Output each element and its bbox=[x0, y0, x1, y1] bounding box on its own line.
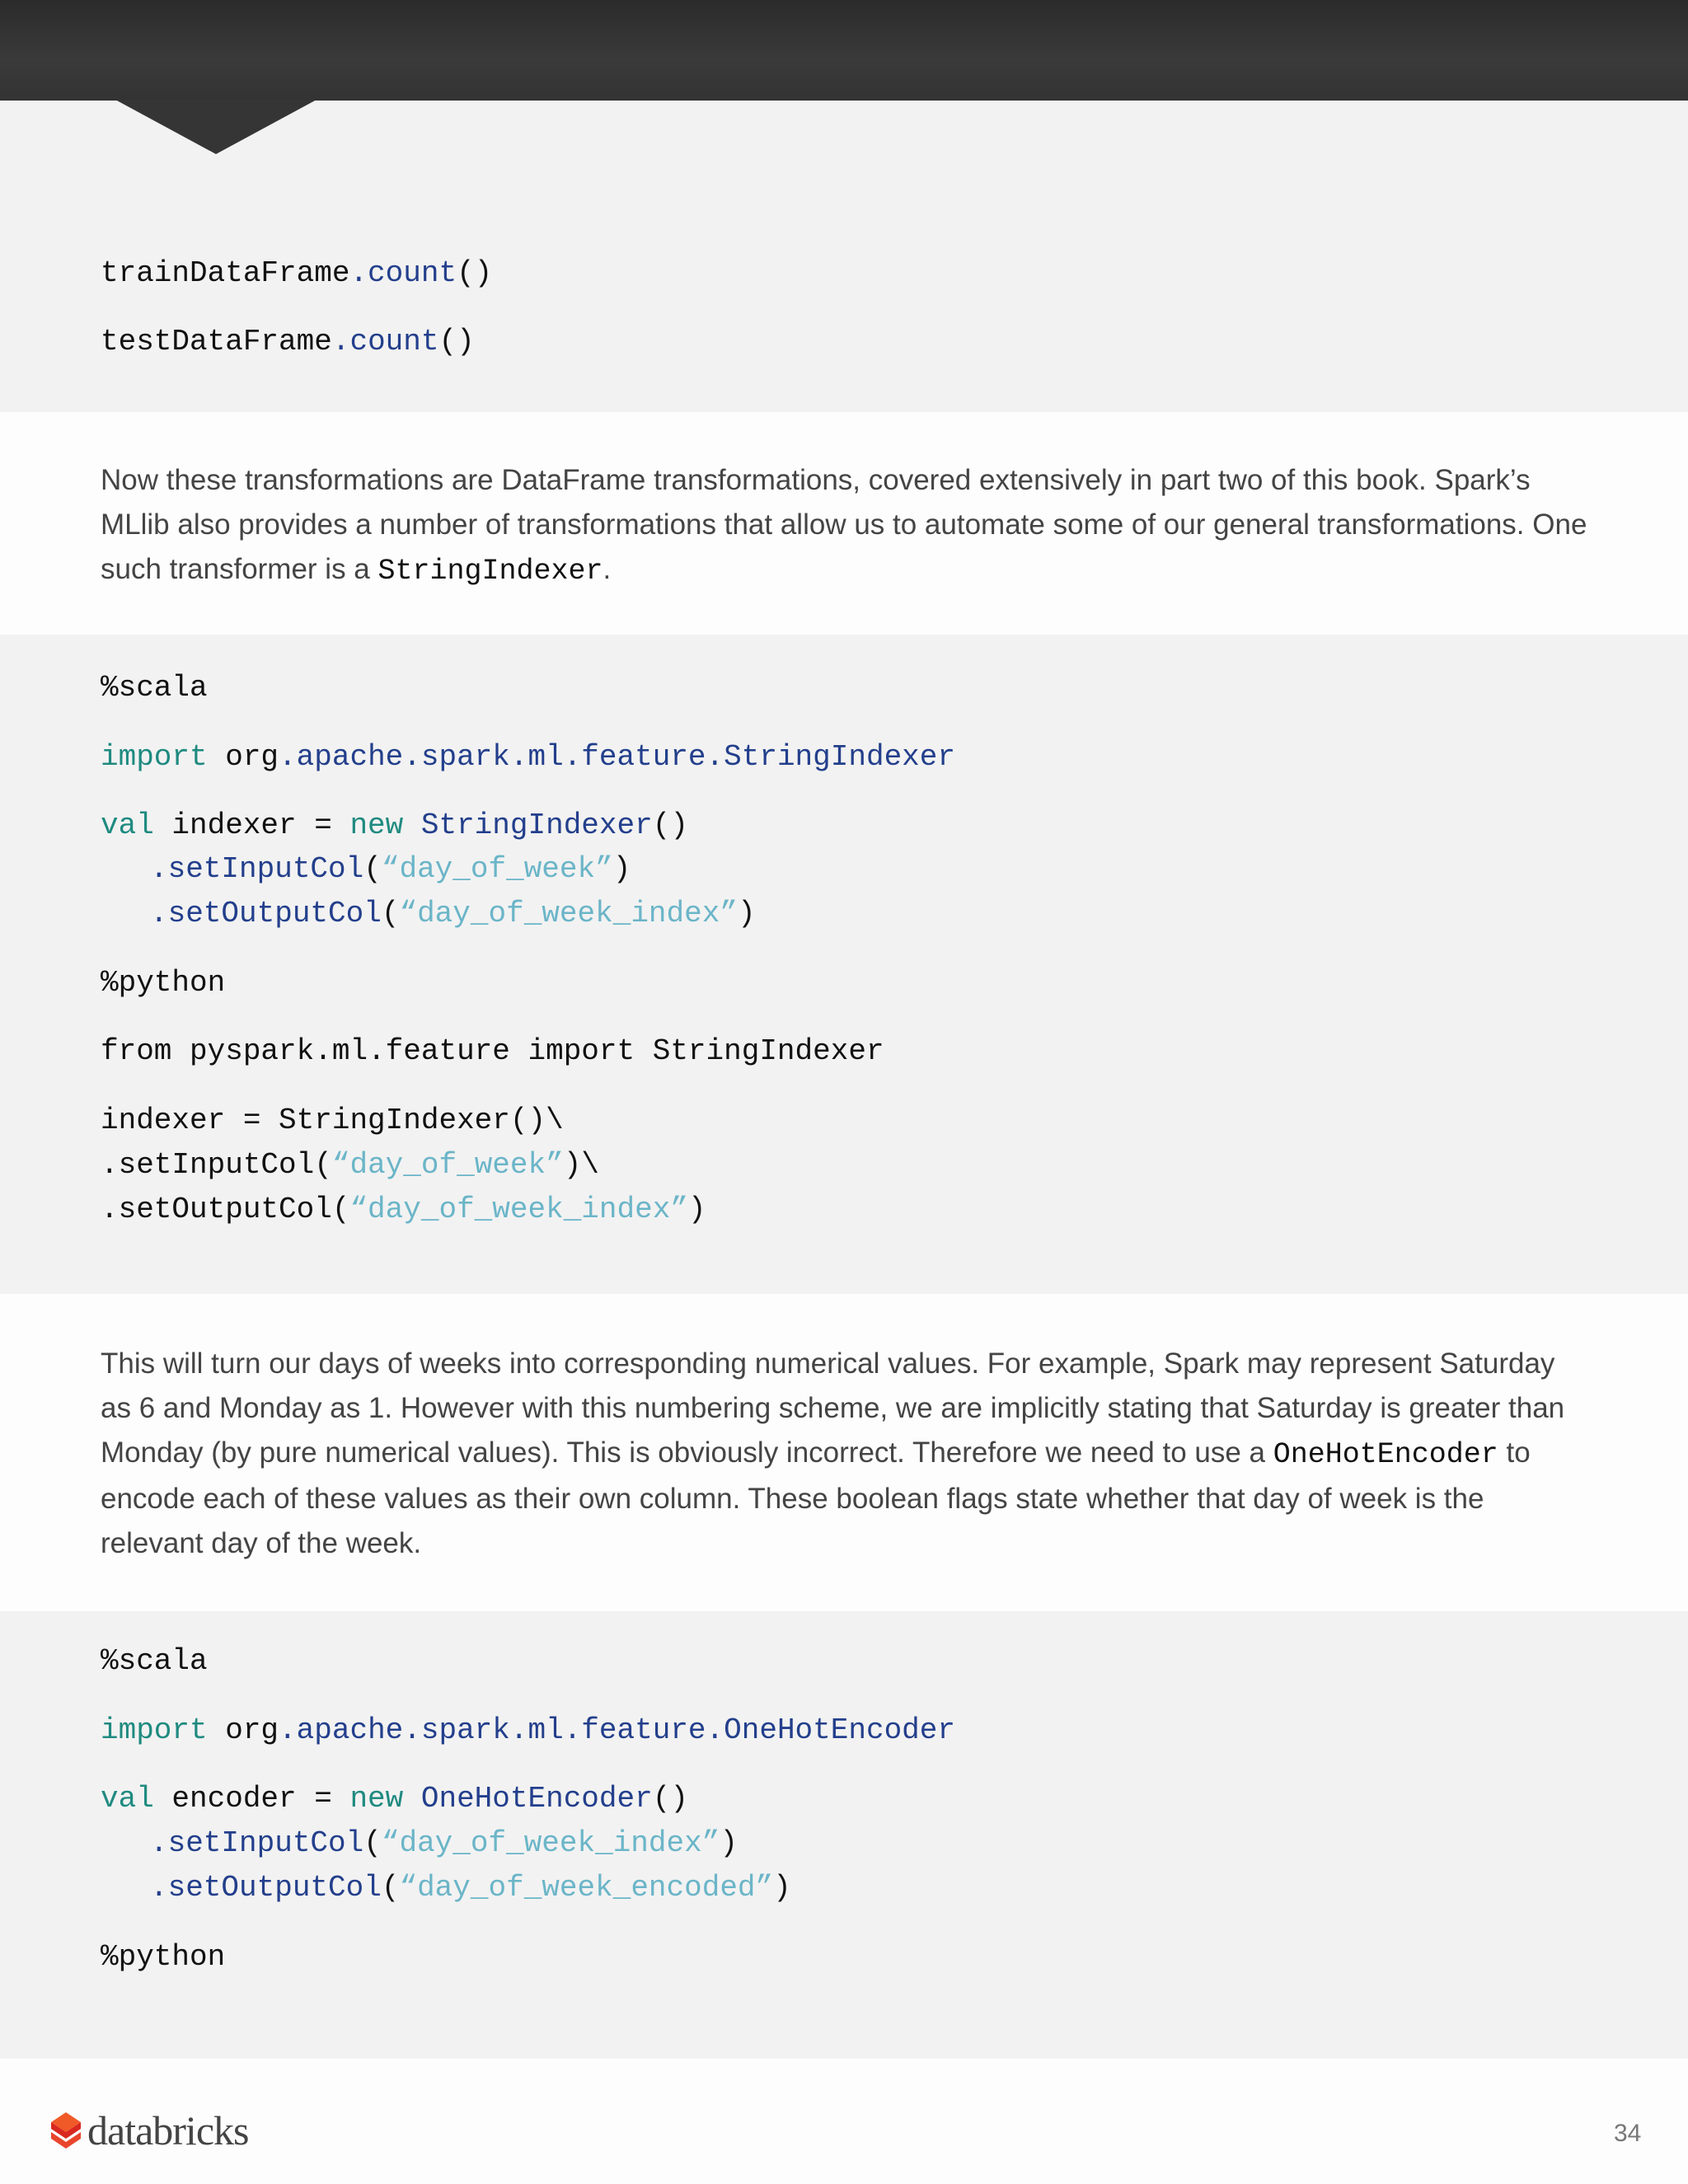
databricks-logo bbox=[49, 2107, 248, 2154]
databricks-logo-icon bbox=[49, 2111, 82, 2150]
code-line bbox=[101, 1939, 225, 1975]
code-line bbox=[101, 808, 688, 844]
code-line bbox=[101, 1713, 955, 1749]
code-token-plain: encoder = bbox=[153, 1782, 350, 1816]
code-line bbox=[101, 255, 492, 292]
code-token-plain: ( bbox=[363, 1826, 382, 1860]
code-token-kw: val bbox=[101, 808, 154, 842]
code-token-plain: ) bbox=[720, 1826, 738, 1860]
inline-code: StringIndexer bbox=[377, 555, 603, 588]
code-token-plain: %python bbox=[101, 1940, 226, 1974]
code-token-plain: .setInputCol( bbox=[101, 1148, 332, 1182]
code-line bbox=[150, 896, 756, 932]
code-token-plain: () bbox=[652, 1782, 688, 1816]
code-line bbox=[101, 965, 225, 1001]
paragraph-text: Now these transformations are DataFrame transformations, covered extensively in part two of this book. Spark’s MLlib also provides a number of transformations that allow us to automate some of our general transformations. One such transformer is a bbox=[101, 464, 1587, 585]
code-token-plain: from pyspark.ml.feature import StringIndexer bbox=[101, 1034, 884, 1068]
code-line bbox=[101, 739, 955, 776]
code-token-plain: () bbox=[438, 325, 475, 359]
code-line bbox=[101, 1781, 688, 1817]
code-token-fn: .setInputCol bbox=[150, 1826, 364, 1860]
paragraph-text: This will turn our days of weeks into corresponding numerical values. For example, Spark may represent Saturday as 6 and Monday as 1. However with this numbering scheme, we are implicitly stating that Saturday is greater than Monday (by pure numerical values). This is obviously incorrect. Therefore we need to use a bbox=[101, 1347, 1565, 1469]
paragraph-section-2 bbox=[0, 1294, 1688, 1611]
paragraph-onehotencoder bbox=[101, 1342, 1584, 1566]
code-token-str: “day_of_week” bbox=[331, 1148, 564, 1182]
code-token-str: “day_of_week” bbox=[381, 852, 613, 886]
code-token-plain: %python bbox=[101, 966, 226, 1000]
code-token-plain: () bbox=[457, 256, 493, 290]
paragraph-section-1 bbox=[0, 412, 1688, 635]
code-token-kw: import bbox=[101, 740, 208, 774]
code-token-kw: new bbox=[349, 808, 404, 842]
paragraph-text-end: to encode each of these values as their own column. These boolean flags state whether that day of week is the relevant day of the week. bbox=[101, 1436, 1531, 1559]
code-token-fn: .setOutputCol bbox=[150, 897, 382, 930]
code-token-kw: new bbox=[349, 1782, 404, 1816]
code-token-fn: .count bbox=[349, 256, 457, 290]
code-token-fn: StringIndexer bbox=[403, 808, 653, 842]
code-token-str: “day_of_week_index” bbox=[399, 897, 738, 930]
code-token-plain: testDataFrame bbox=[101, 325, 332, 359]
code-token-fn: .count bbox=[331, 325, 439, 359]
code-token-fn: OneHotEncoder bbox=[403, 1782, 653, 1816]
code-block-onehotencoder bbox=[0, 1611, 1688, 2059]
code-line bbox=[101, 1192, 706, 1228]
code-line bbox=[150, 1870, 791, 1906]
paragraph-stringindexer bbox=[101, 458, 1601, 593]
code-token-kw: import bbox=[101, 1713, 208, 1747]
code-token-fn: .apache.spark.ml.feature.StringIndexer bbox=[279, 740, 955, 774]
code-token-fn: .apache.spark.ml.feature.OneHotEncoder bbox=[279, 1713, 955, 1747]
code-line bbox=[101, 1103, 564, 1139]
code-token-plain: ) bbox=[612, 852, 631, 886]
code-token-plain: ) bbox=[773, 1871, 791, 1905]
code-token-plain: indexer = bbox=[153, 808, 350, 842]
code-token-plain: )\ bbox=[563, 1148, 599, 1182]
inline-code: OneHotEncoder bbox=[1273, 1438, 1498, 1471]
code-token-plain: ( bbox=[363, 852, 382, 886]
logo-wordmark: databricks bbox=[87, 2107, 249, 2154]
code-token-kw: val bbox=[101, 1782, 154, 1816]
code-token-str: “day_of_week_index” bbox=[349, 1193, 688, 1226]
code-line bbox=[150, 1825, 738, 1862]
page-header-band bbox=[0, 0, 1688, 101]
header-notch bbox=[115, 100, 316, 154]
code-line bbox=[101, 324, 475, 360]
code-line bbox=[101, 1033, 884, 1070]
code-token-plain: org bbox=[207, 740, 279, 774]
paragraph-text-end: . bbox=[603, 553, 612, 585]
code-line bbox=[150, 851, 631, 888]
code-line bbox=[101, 670, 208, 706]
code-line bbox=[101, 1147, 599, 1183]
code-token-plain: ( bbox=[381, 1871, 400, 1905]
code-token-fn: .setOutputCol bbox=[150, 1871, 382, 1905]
code-block-stringindexer bbox=[0, 635, 1688, 1294]
code-token-plain: indexer = StringIndexer()\ bbox=[101, 1104, 564, 1137]
code-token-plain: org bbox=[207, 1713, 279, 1747]
code-line bbox=[101, 1643, 208, 1680]
code-token-plain: %scala bbox=[101, 1644, 208, 1678]
code-token-fn: .setInputCol bbox=[150, 852, 364, 886]
code-token-plain: %scala bbox=[101, 671, 208, 705]
code-token-str: “day_of_week_index” bbox=[381, 1826, 720, 1860]
page-number: 34 bbox=[1614, 2120, 1642, 2147]
code-token-plain: trainDataFrame bbox=[101, 256, 350, 290]
code-token-plain: .setOutputCol( bbox=[101, 1193, 350, 1226]
code-token-str: “day_of_week_encoded” bbox=[399, 1871, 774, 1905]
code-token-plain: ) bbox=[737, 897, 756, 930]
code-token-plain: ( bbox=[381, 897, 400, 930]
code-token-plain: () bbox=[652, 808, 688, 842]
code-token-plain: ) bbox=[687, 1193, 706, 1226]
